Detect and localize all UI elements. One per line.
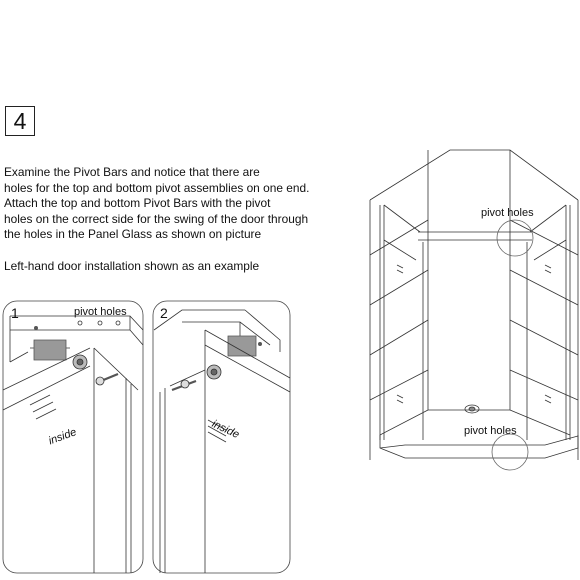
bottom-pivot-holes-label: pivot holes	[464, 425, 517, 437]
example-note: Left-hand door installation shown as an example	[4, 259, 260, 273]
top-pivot-holes-label: pivot holes	[481, 207, 534, 219]
detail-2-number: 2	[160, 305, 168, 321]
detail-2-drawing	[153, 301, 290, 573]
instruction-line: the holes in the Panel Glass as shown on picture	[4, 227, 262, 242]
detail-1-pivot-holes-label: pivot holes	[74, 306, 127, 318]
instruction-line: holes on the correct side for the swing of the door through	[4, 211, 309, 226]
instruction-line: holes for the top and bottom pivot assemblies on one end.	[4, 180, 310, 195]
shower-enclosure-drawing	[370, 150, 578, 470]
detail-1-inside-label: inside	[47, 426, 79, 448]
instruction-line: Attach the top and bottom Pivot Bars with the pivot	[4, 196, 271, 211]
instruction-line: Examine the Pivot Bars and notice that there are	[4, 165, 260, 179]
detail-1-number: 1	[11, 305, 19, 321]
step-number: 4	[13, 108, 27, 134]
detail-2-inside-label: inside	[209, 418, 242, 442]
